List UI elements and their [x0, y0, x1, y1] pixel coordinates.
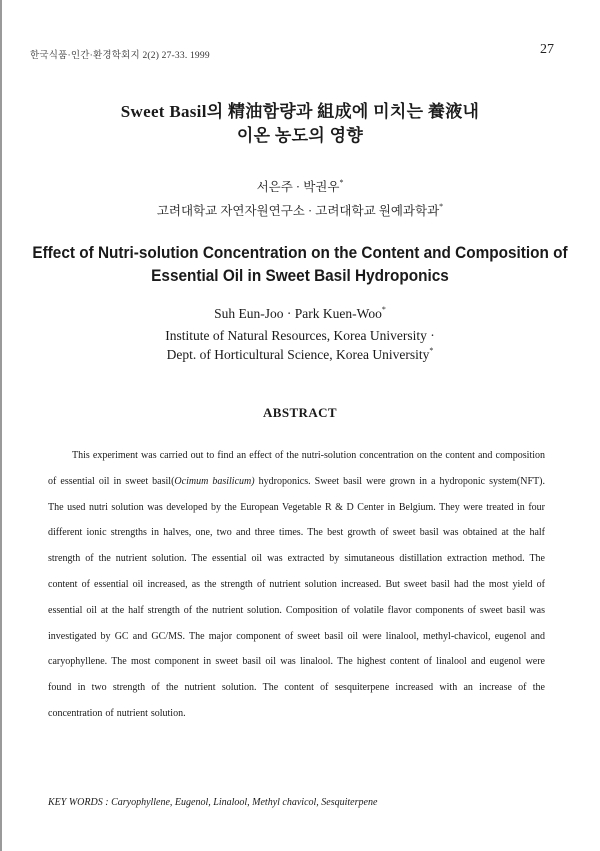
korean-author-names: 서은주 · 박권우	[256, 180, 340, 194]
english-author-mark: *	[381, 305, 386, 314]
english-affiliation	[0, 326, 600, 364]
keywords-line	[48, 797, 548, 808]
korean-authors	[0, 177, 600, 195]
english-title	[21, 242, 579, 288]
korean-author-mark: *	[339, 178, 344, 187]
english-title-line-2: Essential Oil in Sweet Basil Hydroponics	[151, 267, 449, 285]
english-author-names: Suh Eun-Joo · Park Kuen-Woo	[214, 306, 382, 321]
page-number: 27	[540, 42, 554, 57]
journal-reference: 한국식품·인간·환경학회지 2(2) 27-33. 1999	[30, 51, 210, 61]
korean-title	[0, 100, 600, 148]
keywords-terms: Caryophyllene, Eugenol, Linalool, Methyl chavicol, Sesquiterpene	[111, 797, 378, 808]
korean-title-line-2: 이온 농도의 영향	[236, 126, 364, 145]
abstract-heading: ABSTRACT	[263, 405, 337, 420]
running-header	[30, 44, 554, 62]
english-title-line-1: Effect of Nutri-solution Concentration on the Content and Composition of	[32, 244, 568, 262]
korean-affiliation-text: 고려대학교 자연자원연구소 · 고려대학교 원예과학과	[156, 204, 440, 218]
english-affiliation-line-1: Institute of Natural Resources, Korea University ·	[165, 328, 435, 343]
abstract-text-part-2: hydroponics. Sweet basil were grown in a hydroponic system(NFT). The used nutri solution was developed by the European Vegetable R & D Center in Belgium. They were treated in four different ionic strengths in halves, one, two and three times. The best growth of sweet basil was obtained at the half strength of the nutrient solution. The essential oil was extracted by simutaneous distillation extraction method. The content of essential oil increased, as the strength of nutrient solution increased. But sweet basil had the most yield of essential oil at the half strength of the nutrient solution. Composition of volatile flavor components of sweet basil was investigated by GC and GC/MS. The major component of sweet basil oil were linalool, methyl-chavicol, eugenol and caryophyllene. The most component in sweet basil oil was linalool. The highest content of linalool and eugenol were found in two strength of the nutrient solution. The content of sesquiterpene increased with an increase of the concentration of nutrient solution.	[48, 475, 545, 719]
abstract-species-name: Ocimum basilicum)	[174, 475, 255, 487]
abstract-text-part-1: This experiment was carried out to find an effect of the nutri-solution concentration on the content and composition of essential oil in sweet basil(	[48, 450, 545, 487]
keywords-label: KEY WORDS :	[48, 797, 112, 808]
korean-affiliation	[0, 201, 600, 219]
abstract-body	[48, 443, 545, 727]
korean-affiliation-mark: *	[439, 202, 444, 211]
english-affiliation-line-2-text: Dept. of Horticultural Science, Korea University	[166, 347, 430, 362]
english-authors	[0, 306, 600, 322]
korean-title-line-1: Sweet Basil의 精油함량과 組成에 미치는 養液내	[120, 102, 480, 121]
english-affiliation-mark: *	[429, 346, 434, 355]
english-affiliation-line-2	[0, 345, 600, 364]
